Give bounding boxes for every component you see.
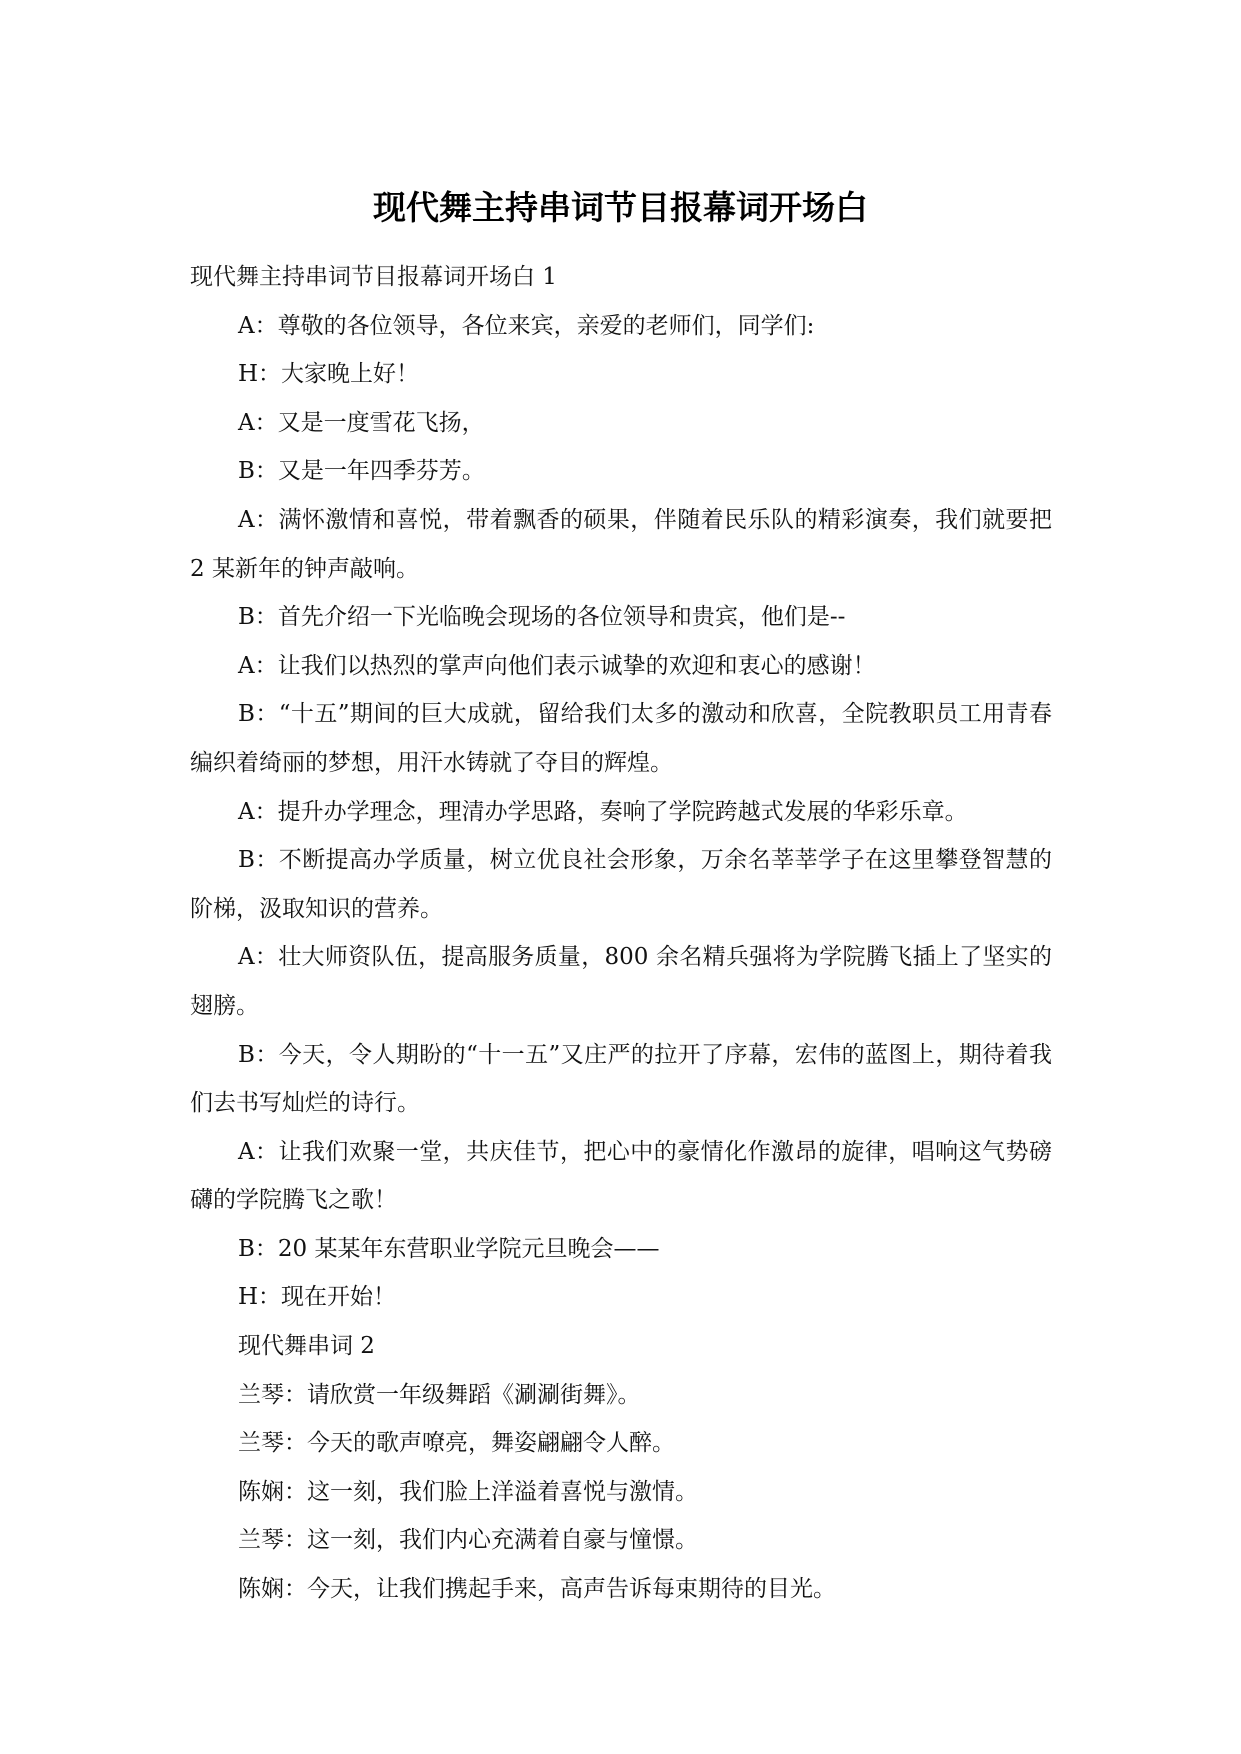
paragraph: B：首先介绍一下光临晚会现场的各位领导和贵宾，他们是--: [238, 604, 846, 631]
document-title: 现代舞主持串词节目报幕词开场白: [373, 188, 868, 227]
paragraph: B：今天，令人期盼的“十一五”又庄严的拉开了序幕，宏伟的蓝图上，期待着我们去书写灿烂的诗行。: [190, 1041, 1052, 1117]
paragraph: B：“十五”期间的巨大成就，留给我们太多的激动和欣喜，全院教职员工用青春编织着绮丽的梦想，用汗水铸就了夺目的辉煌。: [190, 701, 1052, 776]
paragraph: A：壮大师资队伍，提高服务质量，800 余名精兵强将为学院腾飞插上了坚实的翅膀。: [190, 944, 1052, 1019]
paragraph: 陈娴：这一刻，我们脸上洋溢着喜悦与激情。: [238, 1478, 698, 1505]
paragraph: B：20 某某年东营职业学院元旦晚会——: [238, 1235, 660, 1262]
paragraph: 现代舞串词 2: [238, 1333, 375, 1360]
paragraph: B：又是一年四季芬芳。: [238, 458, 485, 485]
paragraph: 陈娴：今天，让我们携起手来，高声告诉每束期待的目光。: [238, 1576, 836, 1603]
paragraph: H：大家晚上好！: [238, 361, 420, 388]
paragraph: H：现在开始！: [238, 1284, 397, 1311]
document-body: [190, 253, 1052, 1614]
paragraph: A：尊敬的各位领导，各位来宾，亲爱的老师们，同学们:: [238, 312, 815, 339]
paragraph: B：不断提高办学质量，树立优良社会形象，万余名莘莘学子在这里攀登智慧的阶梯，汲取知识的营养。: [190, 847, 1052, 922]
paragraph: 兰琴：这一刻，我们内心充满着自豪与憧憬。: [238, 1527, 698, 1554]
paragraph: A：提升办学理念，理清办学思路，奏响了学院跨越式发展的华彩乐章。: [238, 798, 968, 825]
paragraph: A：又是一度雪花飞扬，: [238, 409, 485, 436]
paragraph: 兰琴：请欣赏一年级舞蹈《涮涮街舞》。: [238, 1381, 641, 1408]
paragraph: A：让我们以热烈的掌声向他们表示诚挚的欢迎和衷心的感谢！: [238, 652, 876, 679]
paragraph: A：满怀激情和喜悦，带着飘香的硕果，伴随着民乐队的精彩演奏，我们就要把 2 某新年的钟声敲响。: [190, 506, 1052, 582]
paragraph: 兰琴：今天的歌声嘹亮，舞姿翩翩令人醉。: [238, 1430, 675, 1457]
paragraph: A：让我们欢聚一堂，共庆佳节，把心中的豪情化作激昂的旋律，唱响这气势磅礴的学院腾飞之歌！: [190, 1138, 1052, 1214]
paragraph: 现代舞主持串词节目报幕词开场白 1: [190, 264, 557, 290]
